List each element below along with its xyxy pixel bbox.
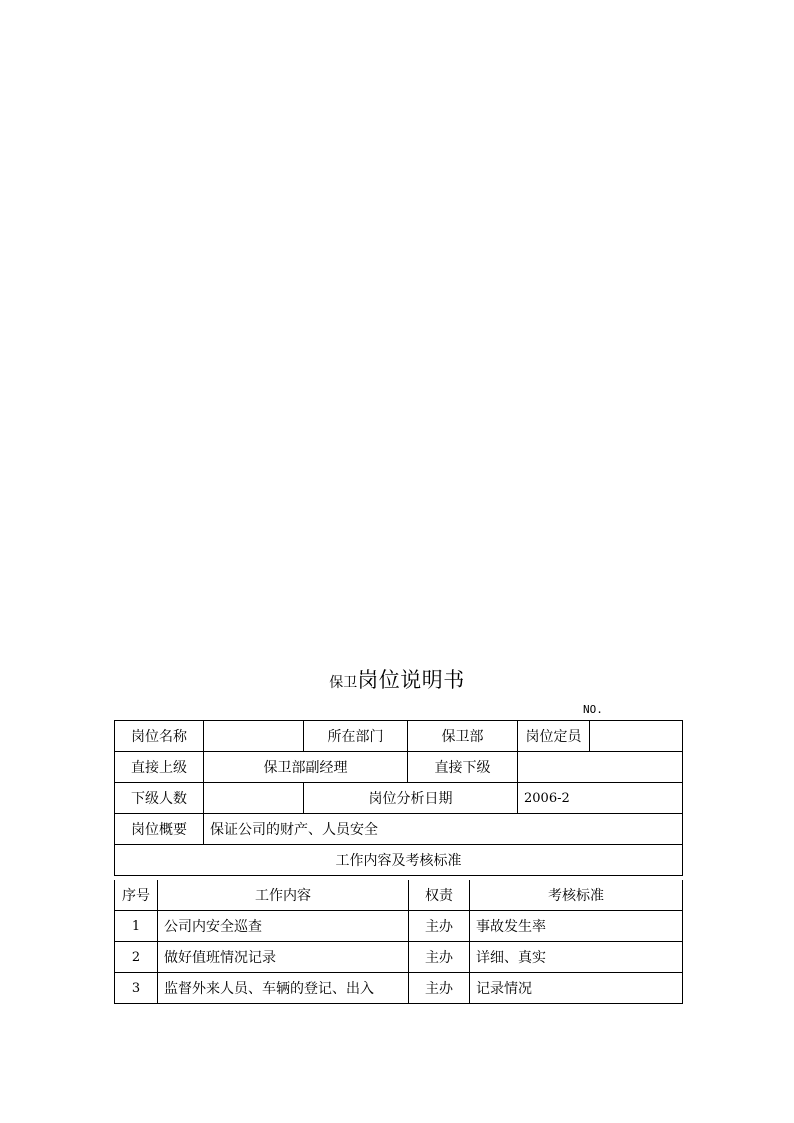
- row-content: 做好值班情况记录: [158, 942, 409, 973]
- table-row: [115, 911, 683, 942]
- row-standard: 记录情况: [470, 973, 683, 1004]
- header-authority: 权责: [409, 880, 470, 911]
- subordinate-count-label: 下级人数: [115, 783, 204, 814]
- table-row: [115, 973, 683, 1004]
- row-authority: 主办: [409, 942, 470, 973]
- document-title: [0, 664, 794, 694]
- row-seq: 3: [115, 973, 158, 1004]
- row-authority: 主办: [409, 973, 470, 1004]
- row-standard: 事故发生率: [470, 911, 683, 942]
- title-main: 岗位说明书: [357, 668, 465, 692]
- row-authority: 主办: [409, 911, 470, 942]
- work-content-table: [114, 880, 683, 1004]
- summary-value: 保证公司的财产、人员安全: [204, 814, 683, 845]
- table-row: [115, 721, 683, 752]
- position-name-value: [204, 721, 304, 752]
- position-info-table: [114, 720, 683, 876]
- header-seq: 序号: [115, 880, 158, 911]
- section-title: 工作内容及考核标准: [115, 845, 683, 876]
- row-seq: 2: [115, 942, 158, 973]
- subordinate-count-value: [204, 783, 304, 814]
- header-standard: 考核标准: [470, 880, 683, 911]
- department-value: 保卫部: [408, 721, 518, 752]
- table-row: [115, 752, 683, 783]
- direct-superior-value: 保卫部副经理: [204, 752, 408, 783]
- row-standard: 详细、真实: [470, 942, 683, 973]
- headcount-value: [590, 721, 683, 752]
- summary-label: 岗位概要: [115, 814, 204, 845]
- title-prefix: 保卫: [329, 675, 358, 691]
- row-content: 监督外来人员、车辆的登记、出入: [158, 973, 409, 1004]
- direct-superior-label: 直接上级: [115, 752, 204, 783]
- table-header-row: [115, 880, 683, 911]
- headcount-label: 岗位定员: [518, 721, 590, 752]
- analysis-date-value: 2006-2: [518, 783, 683, 814]
- direct-subordinate-value: [518, 752, 683, 783]
- direct-subordinate-label: 直接下级: [408, 752, 518, 783]
- row-seq: 1: [115, 911, 158, 942]
- table-row: [115, 783, 683, 814]
- table-row: [115, 845, 683, 876]
- table-row: [115, 814, 683, 845]
- position-name-label: 岗位名称: [115, 721, 204, 752]
- table-row: [115, 942, 683, 973]
- row-content: 公司内安全巡查: [158, 911, 409, 942]
- header-content: 工作内容: [158, 880, 409, 911]
- document-number: NO.: [583, 703, 603, 716]
- analysis-date-label: 岗位分析日期: [304, 783, 518, 814]
- department-label: 所在部门: [304, 721, 408, 752]
